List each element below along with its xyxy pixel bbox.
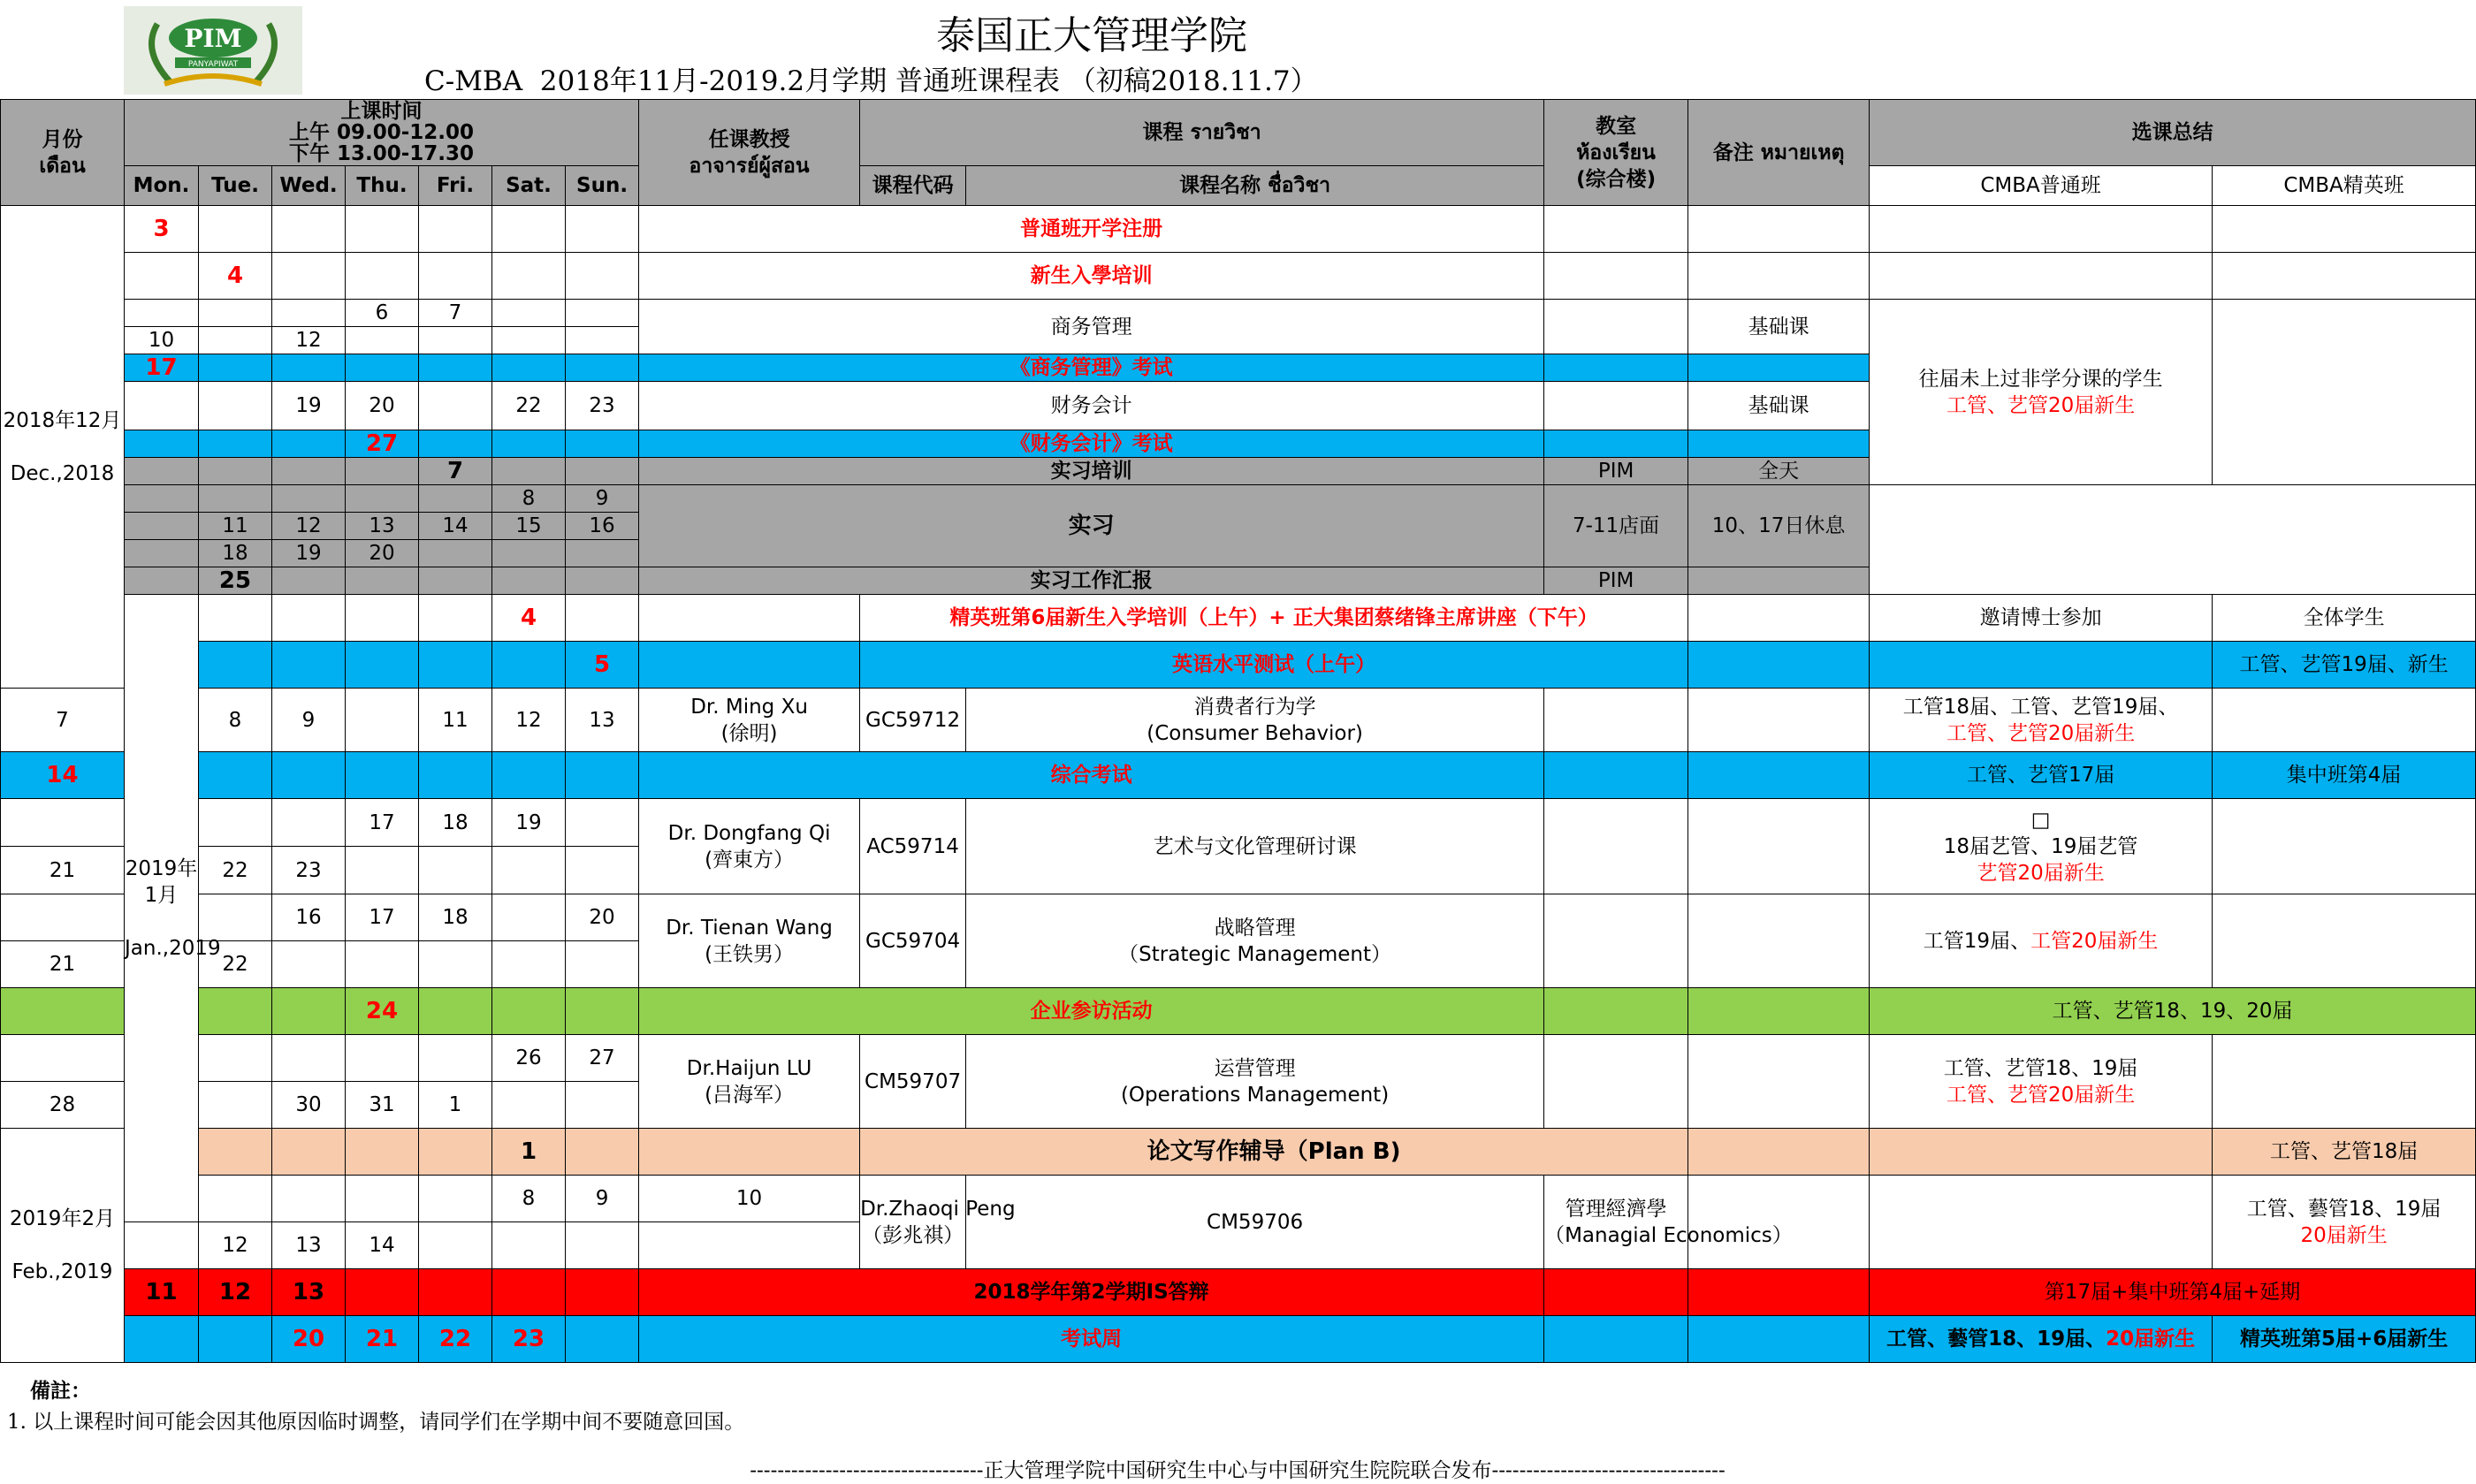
date-cell: 19 bbox=[492, 799, 566, 847]
date-cell: 3 bbox=[125, 206, 199, 253]
date-cell: 7 bbox=[1, 689, 125, 752]
date-cell: 22 bbox=[199, 847, 272, 894]
date-cell: 23 bbox=[272, 847, 346, 894]
date-cell: 13 bbox=[272, 1269, 346, 1316]
date-cell: 4 bbox=[492, 595, 566, 642]
room-cell: 7-11店面 bbox=[1544, 485, 1688, 567]
page-subtitle: C-MBA 2018年11月-2019.2月学期 普通班课程表 （初稿2018.11.7） bbox=[424, 65, 1318, 97]
event-orientation: 新生入學培训 bbox=[639, 253, 1544, 300]
date-cell: 6 bbox=[346, 300, 419, 327]
table-row bbox=[1, 1316, 2476, 1363]
summary-cell: 工管、艺管18、19届 工管、艺管20届新生 bbox=[1870, 1035, 2213, 1129]
date-cell: 24 bbox=[346, 988, 419, 1035]
date-cell: 7 bbox=[419, 300, 492, 327]
event-intern-train: 实习培训 bbox=[639, 458, 1544, 485]
summary-cell: 工管、艺管18、19、20届 bbox=[1870, 988, 2476, 1035]
day-thu: Thu. bbox=[346, 166, 419, 206]
date-cell: 20 bbox=[272, 1316, 346, 1363]
date-cell: 9 bbox=[566, 1176, 639, 1222]
date-cell: 10 bbox=[639, 1176, 860, 1222]
teacher-cell: Dr. Ming Xu (徐明) bbox=[639, 689, 860, 752]
date-cell: 4 bbox=[199, 253, 272, 300]
remark-cell: 10、17日休息 bbox=[1688, 485, 1870, 567]
date-cell: 19 bbox=[272, 540, 346, 567]
summary-dec: 往届未上过非学分课的学生 工管、艺管20届新生 bbox=[1870, 300, 2213, 485]
date-cell: 8 bbox=[492, 1176, 566, 1222]
summary-cell: 第17届+集中班第4届+延期 bbox=[1870, 1269, 2476, 1316]
date-cell: 8 bbox=[199, 689, 272, 752]
date-cell: 22 bbox=[492, 382, 566, 430]
teacher-cell: Dr. Tienan Wang (王铁男） bbox=[639, 894, 860, 988]
table-row bbox=[1, 1129, 2476, 1176]
date-cell: 18 bbox=[419, 799, 492, 847]
month-jan: 2019年1月 Jan.,2019 bbox=[125, 595, 199, 1222]
course-name: 管理經濟學 （Managial Economics） bbox=[1544, 1176, 1688, 1269]
date-cell: 17 bbox=[346, 894, 419, 941]
remark-basic: 基础课 bbox=[1688, 300, 1870, 354]
month-feb: 2019年2月 Feb.,2019 bbox=[1, 1129, 125, 1363]
date-cell: 9 bbox=[566, 485, 639, 513]
day-fri: Fri. bbox=[419, 166, 492, 206]
course-name: 消费者行为学 (Consumer Behavior) bbox=[966, 689, 1544, 752]
event-finance-exam: 《财务会计》考试 bbox=[639, 430, 1544, 458]
date-cell: 21 bbox=[346, 1316, 419, 1363]
table-row bbox=[1, 1269, 2476, 1316]
event-comp-exam: 综合考试 bbox=[639, 752, 1544, 799]
date-cell: 15 bbox=[492, 513, 566, 540]
event-is-defense: 2018学年第2学期IS答辩 bbox=[639, 1269, 1544, 1316]
date-cell: 12 bbox=[492, 689, 566, 752]
course-name: 运营管理 (Operations Management) bbox=[966, 1035, 1544, 1129]
date-cell: 17 bbox=[346, 799, 419, 847]
remark-cell: 全天 bbox=[1688, 458, 1870, 485]
date-cell: 11 bbox=[199, 513, 272, 540]
footer-note: 1. 以上课程时间可能会因其他原因临时调整，请同学们在学期中间不要随意回国。 bbox=[7, 1411, 745, 1434]
date-cell: 10 bbox=[125, 327, 199, 354]
date-cell: 9 bbox=[272, 689, 346, 752]
event-enroll: 普通班开学注册 bbox=[639, 206, 1544, 253]
day-sun: Sun. bbox=[566, 166, 639, 206]
date-cell: 16 bbox=[272, 894, 346, 941]
date-cell: 14 bbox=[1, 752, 125, 799]
date-cell: 7 bbox=[419, 458, 492, 485]
month-dec: 2018年12月 Dec.,2018 bbox=[1, 206, 125, 689]
summary-cell: 工管19届、工管20届新生 bbox=[1870, 894, 2213, 988]
date-cell: 11 bbox=[125, 1269, 199, 1316]
date-cell: 19 bbox=[272, 382, 346, 430]
course-biz-mgmt: 商务管理 bbox=[639, 300, 1544, 354]
course-code: CM59707 bbox=[860, 1035, 966, 1129]
summary-cell: 工管18届、工管、艺管19届、 工管、艺管20届新生 bbox=[1870, 689, 2213, 752]
table-row bbox=[1, 1176, 2476, 1222]
page-title: 泰国正大管理学院 bbox=[936, 13, 1247, 58]
day-mon: Mon. bbox=[125, 166, 199, 206]
date-cell: 22 bbox=[199, 941, 272, 988]
event-english-test: 英语水平测试（上午） bbox=[860, 642, 1688, 689]
summary-normal-header: CMBA普通班 bbox=[1870, 166, 2213, 206]
table-row bbox=[1, 894, 2476, 941]
summary-header: 选课总结 bbox=[1870, 100, 2476, 166]
date-cell: 8 bbox=[492, 485, 566, 513]
schedule-table bbox=[0, 99, 2476, 1363]
table-row bbox=[1, 253, 2476, 300]
date-cell: 20 bbox=[346, 382, 419, 430]
summary-cell: 工管、藝管18、19届 20届新生 bbox=[2213, 1176, 2476, 1269]
date-cell: 18 bbox=[199, 540, 272, 567]
table-row bbox=[1, 595, 2476, 642]
event-biz-exam: 《商务管理》考试 bbox=[639, 354, 1544, 382]
date-cell: 1 bbox=[419, 1082, 492, 1129]
table-row bbox=[1, 485, 2476, 513]
table-row bbox=[1, 1035, 2476, 1082]
date-cell: 27 bbox=[566, 1035, 639, 1082]
teacher-cell: Dr. Dongfang Qi (齊東方） bbox=[639, 799, 860, 894]
header-row bbox=[1, 100, 2476, 166]
time-header: 上课时间 上午 09.00-12.00 下午 13.00-17.30 bbox=[125, 100, 639, 166]
date-cell: 14 bbox=[419, 513, 492, 540]
date-cell: 5 bbox=[566, 642, 639, 689]
course-name: 战略管理 （Strategic Management） bbox=[966, 894, 1544, 988]
day-wed: Wed. bbox=[272, 166, 346, 206]
date-cell: 12 bbox=[199, 1222, 272, 1269]
date-cell: 16 bbox=[566, 513, 639, 540]
date-cell: 21 bbox=[1, 941, 125, 988]
remark-header: 备注 หมายเหตุ bbox=[1688, 100, 1870, 206]
footer-publisher: ----------------------------------正大管理学院中国研究生中心与中国研究生院院联合发布---------------------------------- bbox=[750, 1459, 1726, 1482]
date-cell: 23 bbox=[566, 382, 639, 430]
course-code: AC59714 bbox=[860, 799, 966, 894]
summary-cell: 工管、藝管18、19届、20届新生 bbox=[1870, 1316, 2213, 1363]
room-header: 教室 ห้องเรียน (综合楼) bbox=[1544, 100, 1688, 206]
course-code-header: 课程代码 bbox=[860, 166, 966, 206]
date-cell: 12 bbox=[199, 1269, 272, 1316]
table-row bbox=[1, 567, 2476, 595]
teacher-cell: Dr.Haijun LU (吕海军） bbox=[639, 1035, 860, 1129]
table-row bbox=[1, 689, 2476, 752]
svg-text:PANYAPIWAT: PANYAPIWAT bbox=[187, 60, 239, 69]
event-visit: 企业参访活动 bbox=[639, 988, 1544, 1035]
remark-basic: 基础课 bbox=[1688, 382, 1870, 430]
date-cell: 28 bbox=[1, 1082, 125, 1129]
date-cell: 17 bbox=[125, 354, 199, 382]
summary-cell: 工管、艺管17届 bbox=[1870, 752, 2213, 799]
summary-cell: 工管、艺管18届 bbox=[2213, 1129, 2476, 1176]
summary-all: 全体学生 bbox=[2213, 595, 2476, 642]
date-cell: 13 bbox=[346, 513, 419, 540]
table-row bbox=[1, 988, 2476, 1035]
date-cell: 25 bbox=[199, 567, 272, 595]
summary-cell: 精英班第5届+6届新生 bbox=[2213, 1316, 2476, 1363]
event-exam-week: 考试周 bbox=[639, 1316, 1544, 1363]
table-row bbox=[1, 300, 2476, 327]
teacher-cell: Dr.Zhaoqi Peng （彭兆祺） bbox=[860, 1176, 966, 1269]
table-row bbox=[1, 799, 2476, 847]
footer-label: 備註： bbox=[30, 1380, 91, 1403]
summary-elite-header: CMBA精英班 bbox=[2213, 166, 2476, 206]
date-cell: 18 bbox=[419, 894, 492, 941]
course-code: GC59712 bbox=[860, 689, 966, 752]
summary-cell: □ 18届艺管、19届艺管 艺管20届新生 bbox=[1870, 799, 2213, 894]
date-cell: 13 bbox=[566, 689, 639, 752]
course-header: 课程 รายวิชา bbox=[860, 100, 1544, 166]
svg-text:PIM: PIM bbox=[184, 24, 242, 53]
table-row bbox=[1, 752, 2476, 799]
remark-cell: 邀请博士参加 bbox=[1870, 595, 2213, 642]
table-row bbox=[1, 642, 2476, 689]
date-cell: 11 bbox=[419, 689, 492, 752]
course-code: GC59704 bbox=[860, 894, 966, 988]
date-cell: 14 bbox=[346, 1222, 419, 1269]
date-cell: 20 bbox=[566, 894, 639, 941]
date-cell: 13 bbox=[272, 1222, 346, 1269]
header-row-2 bbox=[1, 166, 2476, 206]
table-row bbox=[1, 206, 2476, 253]
course-code: CM59706 bbox=[966, 1176, 1544, 1269]
day-sat: Sat. bbox=[492, 166, 566, 206]
day-tue: Tue. bbox=[199, 166, 272, 206]
event-thesis: 论文写作辅导（Plan B) bbox=[860, 1129, 1688, 1176]
month-header: 月份 เดือน bbox=[1, 100, 125, 206]
date-cell: 31 bbox=[346, 1082, 419, 1129]
date-cell: 20 bbox=[346, 540, 419, 567]
room-cell: PIM bbox=[1544, 458, 1688, 485]
date-cell: 12 bbox=[272, 327, 346, 354]
summary-cell: 工管、艺管19届、新生 bbox=[2213, 642, 2476, 689]
course-finance: 财务会计 bbox=[639, 382, 1544, 430]
date-cell: 23 bbox=[492, 1316, 566, 1363]
event-elite-orient: 精英班第6届新生入学培训（上午）+ 正大集团蔡绪锋主席讲座（下午） bbox=[860, 595, 1688, 642]
summary-cell: 集中班第4届 bbox=[2213, 752, 2476, 799]
date-cell: 26 bbox=[492, 1035, 566, 1082]
date-cell: 12 bbox=[272, 513, 346, 540]
teacher-header: 任课教授 อาจารย์ผู้สอน bbox=[639, 100, 860, 206]
course-name: 艺术与文化管理研讨课 bbox=[966, 799, 1544, 894]
event-intern-report: 实习工作汇报 bbox=[639, 567, 1544, 595]
date-cell: 1 bbox=[492, 1129, 566, 1176]
event-intern: 实习 bbox=[639, 485, 1544, 567]
date-cell: 27 bbox=[346, 430, 419, 458]
date-cell: 21 bbox=[1, 847, 125, 894]
course-name-header: 课程名称 ชื่อวิชา bbox=[966, 166, 1544, 206]
date-cell: 30 bbox=[272, 1082, 346, 1129]
room-cell: PIM bbox=[1544, 567, 1688, 595]
date-cell: 22 bbox=[419, 1316, 492, 1363]
